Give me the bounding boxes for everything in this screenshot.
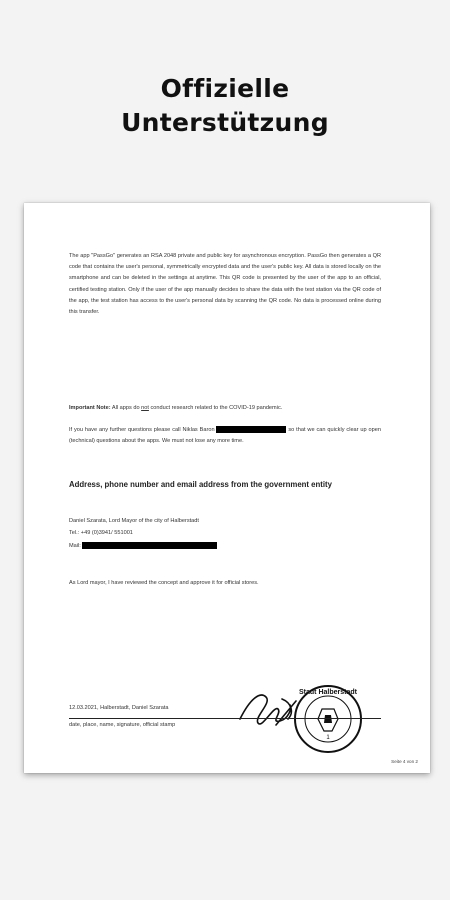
- official-stamp: [295, 686, 361, 752]
- important-note-label: Important Note:: [69, 405, 111, 411]
- document-image: [24, 203, 430, 773]
- stamp-text: Stadt Halberstadt: [299, 689, 357, 696]
- handwritten-signature: [240, 695, 296, 725]
- contact-mail: [69, 540, 217, 552]
- signature-rule: [69, 718, 381, 719]
- mail-label: Mail:: [69, 542, 83, 549]
- headline-line-2: Unterstützung: [121, 108, 329, 137]
- contact-name: Daniel Szarata, Lord Mayor of the city of Halberstadt: [69, 518, 199, 524]
- redacted-email: [82, 542, 217, 549]
- questions-text-before: If you have any further questions please call Niklas Baron: [69, 427, 217, 433]
- redacted-phone: [216, 426, 286, 433]
- section-heading: Address, phone number and email address from the government entity: [69, 480, 332, 489]
- stamp-number: 1: [326, 735, 330, 741]
- important-note: [69, 403, 381, 414]
- signature-and-stamp: [236, 679, 386, 759]
- questions-paragraph: [69, 425, 381, 447]
- date-place-line: 12.03.2021, Halberstadt, Daniel Szarata: [69, 705, 169, 711]
- signature-caption: date, place, name, signature, official stamp: [69, 722, 176, 728]
- important-note-emphasis: not: [141, 405, 149, 411]
- page-headline: [0, 72, 450, 140]
- headline-line-1: Offizielle: [160, 74, 290, 103]
- questions-text-after: so that we can quickly clear up open (technical) questions about the apps. We must not lose any more time.: [69, 427, 381, 445]
- contact-tel: Tel.: +49 (0)3941/ 551001: [69, 530, 133, 537]
- approval-statement: As Lord mayor, I have reviewed the concept and approve it for official stores.: [69, 580, 259, 586]
- contact-block: [69, 515, 217, 552]
- page-number: Seite 4 von 2: [391, 759, 418, 764]
- important-note-text-before: All apps do: [110, 405, 142, 411]
- important-note-text-after: conduct research related to the COVID-19 pandemic.: [148, 405, 283, 411]
- intro-paragraph: The app "PassGo" generates an RSA 2048 private and public key for asynchronous encryption. PassGo then generates a QR code that contains the user's personal, symmetrically encrypted data and the user's public key. All data is stored locally on the smartphone and can be deleted in the settings at anytime. This QR code is presented by the user of the app to an official, certified testing station. Only if the user of the app manually decides to share the data with the test station via the QR code of the app, the test station has access to the user's personal data by scanning the QR code. No data is processed online during this transfer.: [69, 253, 381, 316]
